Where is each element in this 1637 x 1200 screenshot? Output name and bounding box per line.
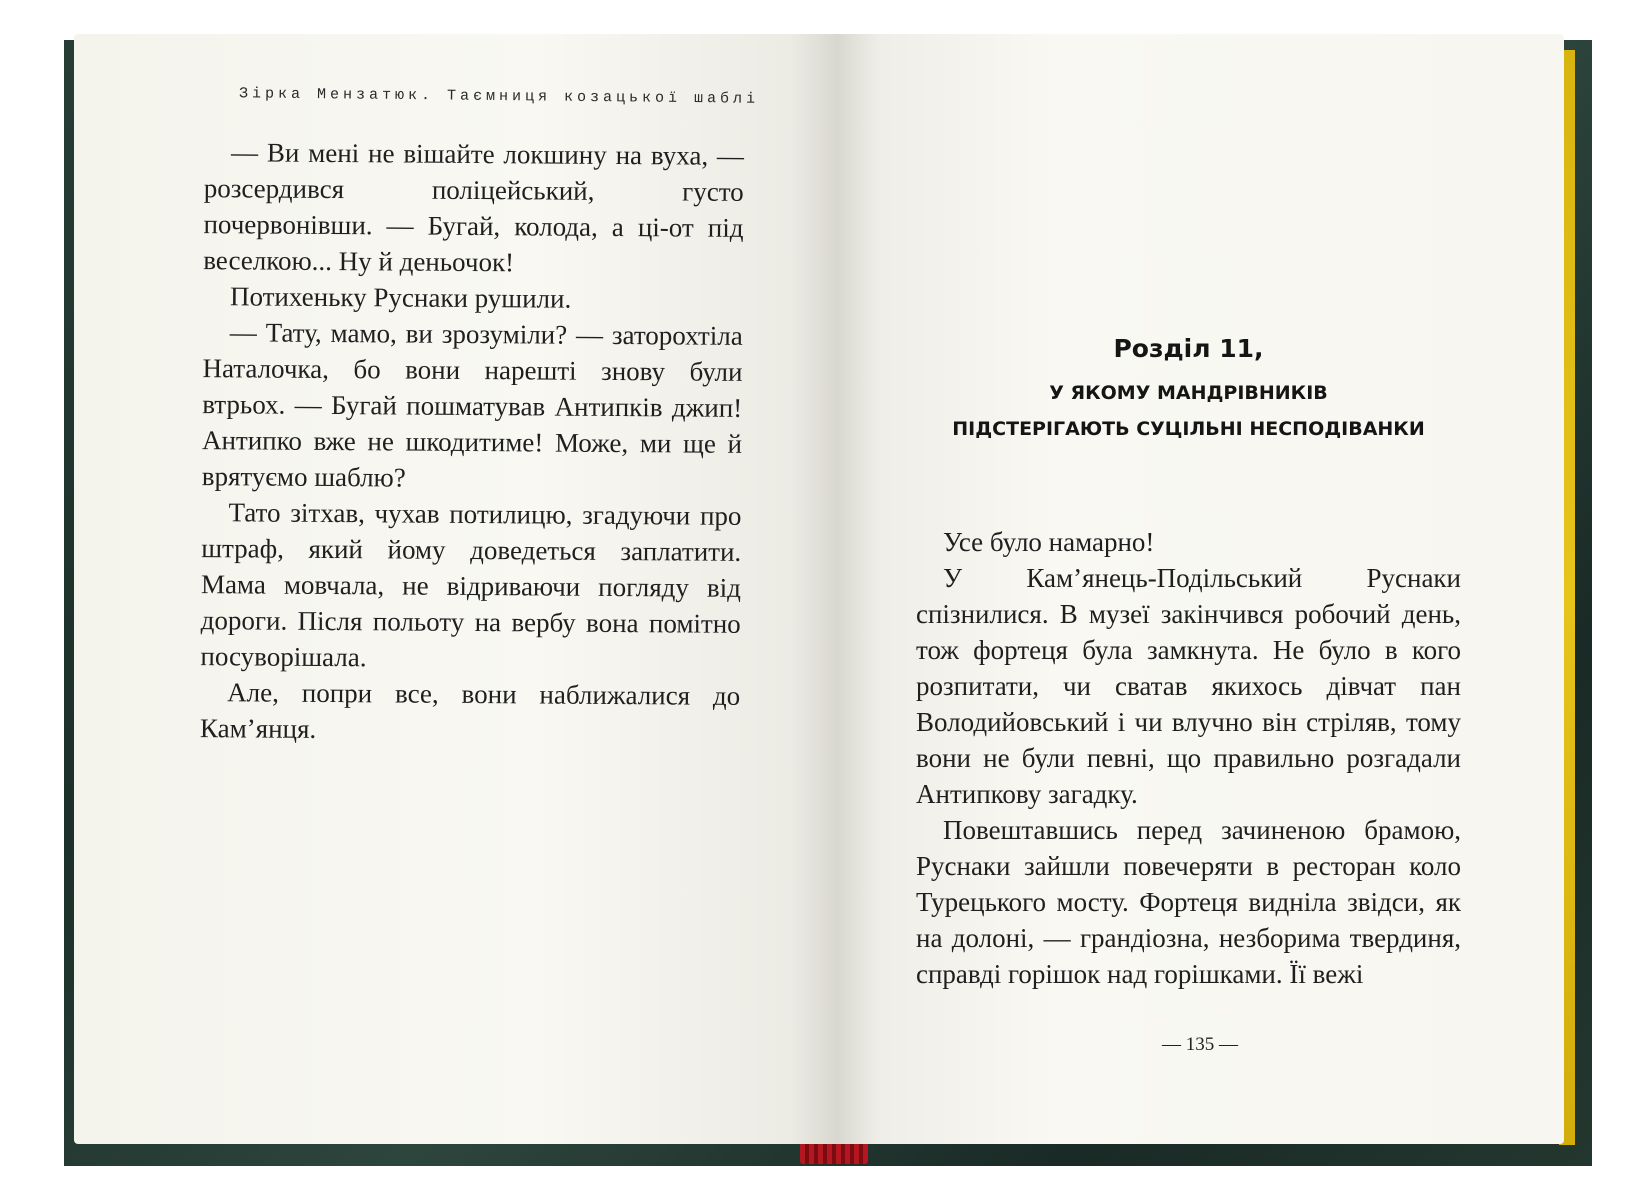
paragraph: У Кам’янець-Подільський Руснаки спізнилися. В музеї закінчився робочий день, тож фортеця була замкнута. Не було в кого розпитати, чи сватав якихось дівчат пан Володийовський і чи влучно він стріляв, тому вони не були певні, що правильно розгадали Антипкову загадку. xyxy=(916,563,1461,809)
paragraph: — Ви мені не вішайте локшину на вуха, — розсердився поліцейський, густо почервонівши. — Бугай, колода, а ці-от під веселкою... Ну й деньочок! xyxy=(203,137,745,278)
chapter-title: Розділ 11, xyxy=(1113,334,1264,363)
paragraph: Усе було намарно! xyxy=(943,527,1155,557)
right-page xyxy=(836,34,1564,1144)
paragraph: Повештавшись перед зачиненою брамою, Руснаки зайшли повечеряти в ресторан коло Турецького мосту. Фортеця видніла звідси, як на долоні, — грандіозна, незборима твердиня, справді горішок над горішками. Її вежі xyxy=(916,815,1461,989)
left-page xyxy=(74,34,844,1144)
running-head: Зірка Мензатюк. Таємниця козацької шаблі xyxy=(238,85,760,108)
chapter-subtitle-line-1: У ЯКОМУ МАНДРІВНИКІВ xyxy=(1049,382,1328,404)
paragraph: Потихеньку Руснаки рушили. xyxy=(229,281,572,314)
paragraph: Але, попри все, вони наближалися до Кам’янця. xyxy=(199,677,741,744)
right-page-text xyxy=(916,524,1461,992)
chapter-heading xyxy=(916,334,1461,447)
left-page-text xyxy=(200,134,744,750)
paragraph: — Тату, мамо, ви зрозуміли? — заторохтіла Наталочка, бо вони нарешті знову були втрьох. — Бугай пошматував Антипків джип! Антипко вже не шкодитиме! Може, ми ще й врятуємо шаблю? xyxy=(201,317,743,493)
page-number: — 135 — xyxy=(1162,1034,1238,1055)
paragraph: Тато зітхав, чухав потилицю, згадуючи про штраф, який йому доведеться заплатити. Мама мовчала, не відриваючи погляду від дороги. Після польоту на вербу вона помітно посуворішала. xyxy=(200,497,742,673)
chapter-subtitle-line-2: ПІДСТЕРІГАЮТЬ СУЦІЛЬНІ НЕСПОДІВАНКИ xyxy=(952,418,1425,440)
